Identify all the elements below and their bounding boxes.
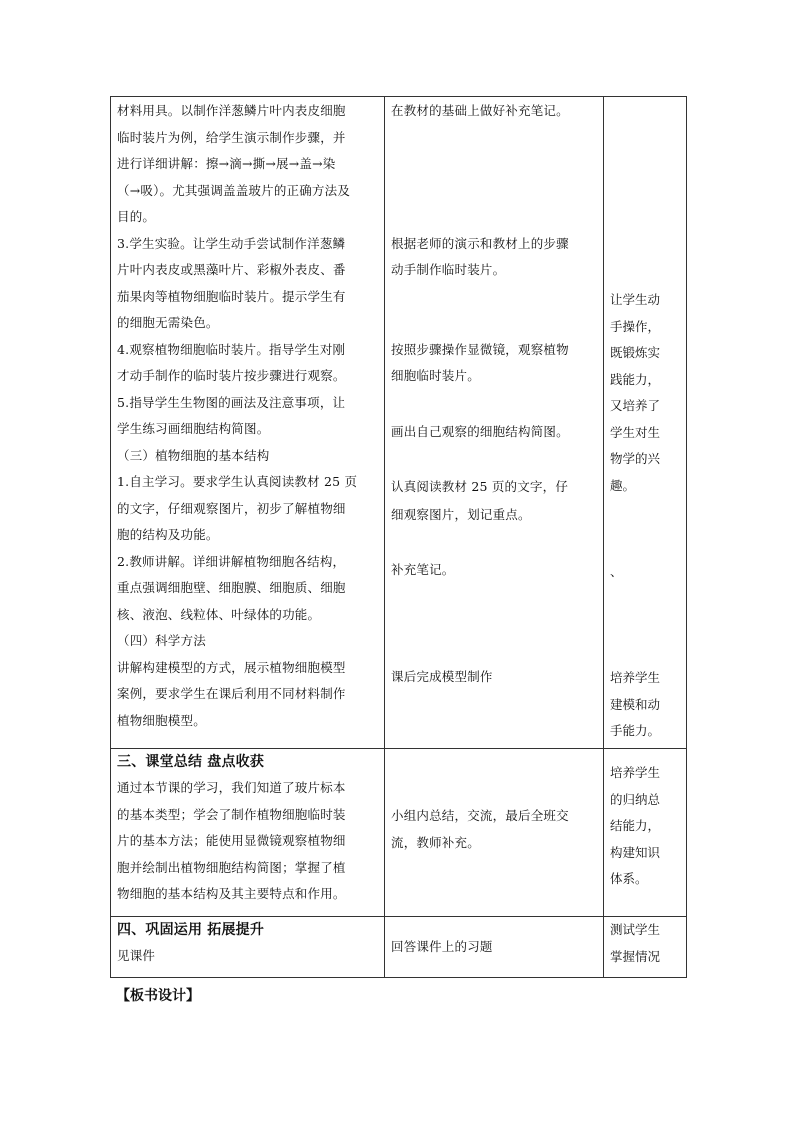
text-line: 片的基本方法；能使用显微镜观察植物细 [117, 833, 346, 848]
text-line: 的文字，仔细观察图片，初步了解植物细 [117, 500, 346, 516]
text-line: 的归纳总 [610, 791, 661, 807]
text-line: 物细胞的基本结构及其主要特点和作用。 [117, 886, 346, 901]
text-line: 测试学生 [610, 922, 661, 937]
section-subheading: （三）植物细胞的基本结构 [117, 447, 270, 463]
text-line: 植物细胞模型。 [117, 712, 206, 728]
practice-cell [111, 917, 385, 978]
design-intent-cell [604, 97, 687, 749]
student-activity-cell [385, 97, 604, 749]
text-line: 通过本节课的学习，我们知道了玻片标本 [117, 780, 346, 795]
text-line: 细胞临时装片。 [391, 368, 480, 383]
text-line: 5.指导学生生物图的画法及注意事项，让 [117, 394, 346, 410]
text-line: 学生对生 [610, 424, 661, 440]
text-line: 材料用具。以制作洋葱鳞片叶内表皮细胞 [117, 103, 346, 118]
text-line: 2.教师讲解。详细讲解植物细胞各结构， [117, 553, 346, 569]
text-line: 4.观察植物细胞临时装片。指导学生对刚 [117, 341, 346, 357]
text-line: 茄果肉等植物细胞临时装片。提示学生有 [117, 288, 346, 304]
text-line: 、 [610, 564, 623, 579]
text-line: 3.学生实验。让学生动手尝试制作洋葱鳞 [117, 235, 346, 251]
section-heading: 四、巩固运用 拓展提升 [117, 922, 265, 938]
text-line: 案例，要求学生在课后利用不同材料制作 [117, 686, 346, 701]
text-line: 胞的结构及功能。 [117, 527, 219, 542]
text-line: 趣。 [610, 477, 636, 493]
text-line: 根据老师的演示和教材上的步骤 [391, 236, 569, 251]
text-line: 胞并绘制出植物细胞结构简图；掌握了植 [117, 859, 346, 875]
text-line: 1.自主学习。要求学生认真阅读教材 25 页 [117, 474, 358, 489]
text-line: 见课件 [117, 948, 156, 963]
text-line: 物学的兴 [610, 451, 661, 466]
section-subheading: （四）科学方法 [117, 633, 206, 648]
text-line: 践能力， [610, 371, 661, 387]
text-line: 建模和动 [610, 696, 661, 712]
text-line: 构建知识 [610, 844, 661, 860]
text-line: 按照步骤操作显微镜，观察植物 [391, 342, 569, 357]
text-line: 临时装片为例，给学生演示制作步骤，并 [117, 129, 346, 145]
section-heading: 三、课堂总结 盘点收获 [117, 754, 265, 770]
text-line: 画出自己观察的细胞结构简图。 [391, 424, 569, 439]
text-line: 重点强调细胞壁、细胞膜、细胞质、细胞 [117, 580, 346, 595]
student-activity-cell [385, 917, 604, 978]
text-line: 讲解构建模型的方式，展示植物细胞模型 [117, 659, 346, 675]
text-line: 课后完成模型制作 [391, 669, 493, 684]
text-line: 才动手制作的临时装片按步骤进行观察。 [117, 368, 346, 383]
text-line: 目的。 [117, 209, 156, 224]
teacher-activity-cell [111, 97, 385, 749]
design-intent-cell [604, 749, 687, 917]
text-line: 动手制作临时装片。 [391, 262, 506, 277]
text-line: 在教材的基础上做好补充笔记。 [391, 103, 569, 118]
text-line: 培养学生 [610, 765, 661, 780]
table-row [111, 917, 687, 978]
table-row [111, 97, 687, 749]
text-line: 进行详细讲解：擦→滴→撕→展→盖→染 [117, 156, 336, 171]
lesson-plan-table [110, 96, 687, 978]
text-line: 核、液泡、线粒体、叶绿体的功能。 [117, 606, 321, 622]
student-activity-cell [385, 749, 604, 917]
text-line: 掌握情况 [610, 948, 661, 964]
text-line: 既锻炼实 [610, 345, 661, 360]
text-line: 培养学生 [610, 670, 661, 685]
text-line: 的基本类型；学会了制作植物细胞临时装 [117, 806, 346, 822]
table-row [111, 749, 687, 917]
text-line: 结能力， [610, 818, 661, 833]
design-intent-cell [604, 917, 687, 978]
text-line: 学生练习画细胞结构简图。 [117, 421, 270, 436]
text-line: 认真阅读教材 25 页的文字，仔 [391, 479, 569, 494]
text-line: 又培养了 [610, 398, 661, 413]
text-line: 的细胞无需染色。 [117, 315, 219, 330]
text-line: 回答课件上的习题 [391, 939, 493, 954]
text-line: 片叶内表皮或黑藻叶片、彩椒外表皮、番 [117, 262, 346, 277]
text-line: 小组内总结，交流，最后全班交 [391, 808, 569, 823]
summary-cell [111, 749, 385, 917]
text-line: 补充笔记。 [391, 562, 455, 577]
text-line: 手能力。 [610, 723, 661, 738]
text-line: 让学生动 [610, 292, 661, 307]
text-line: 流，教师补充。 [391, 834, 480, 850]
text-line: 细观察图片，划记重点。 [391, 507, 531, 522]
text-line: （→吸）。尤其强调盖盖玻片的正确方法及 [117, 182, 351, 198]
board-design-title: 【板书设计】 [116, 988, 200, 1004]
text-line: 手操作， [610, 318, 661, 334]
text-line: 体系。 [610, 871, 648, 886]
